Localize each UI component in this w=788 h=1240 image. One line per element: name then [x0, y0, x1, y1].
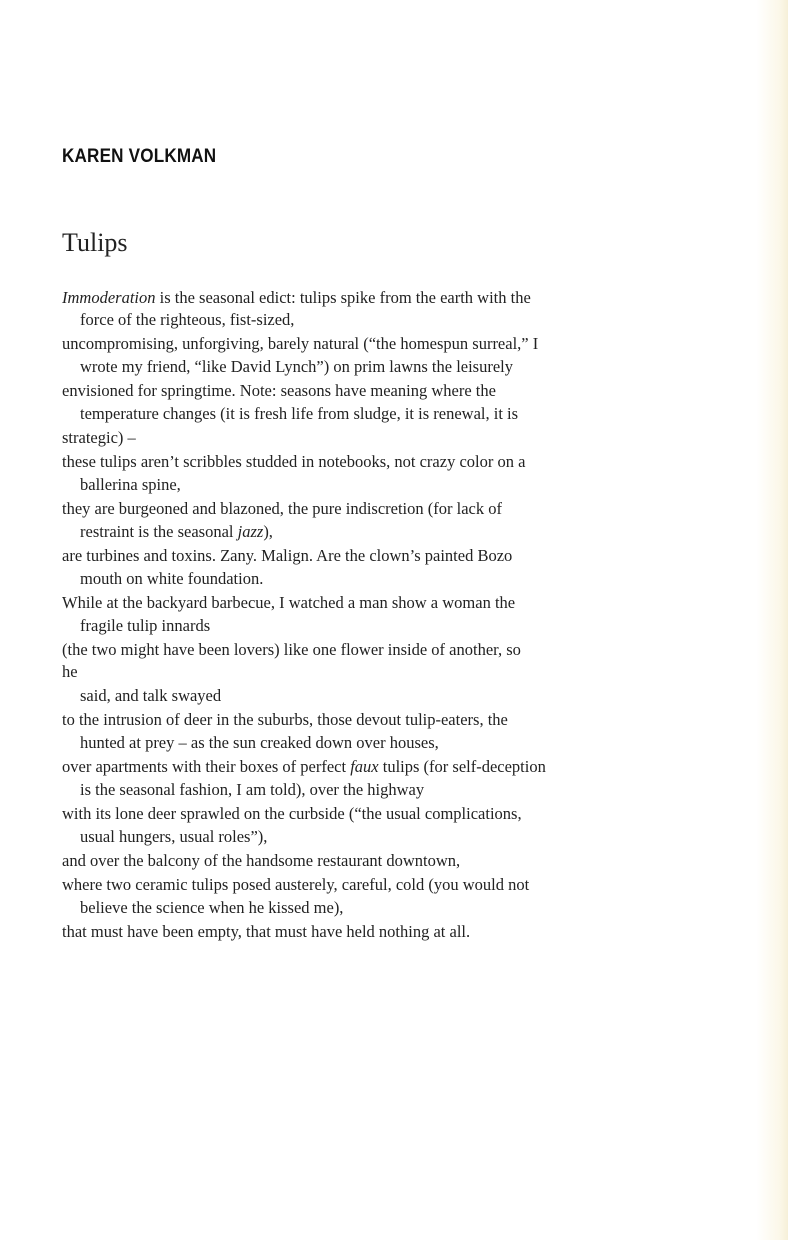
poem-line [80, 404, 518, 424]
line-text: envisioned for springtime. Note: seasons have meaning where the [62, 381, 496, 400]
line-text: are turbines and toxins. Zany. Malign. Are the clown’s painted Bozo [62, 546, 513, 565]
poem-line [62, 428, 136, 448]
line-text: he [62, 662, 78, 681]
poem-line [62, 640, 521, 660]
poem-line [80, 827, 267, 847]
line-text: is the seasonal edict: tulips spike from the earth with the [155, 288, 531, 307]
poem-line [62, 334, 538, 354]
line-text: force of the righteous, fist-sized, [80, 310, 295, 329]
line-text: to the intrusion of deer in the suburbs, those devout tulip-eaters, the [62, 710, 508, 729]
line-text: over apartments with their boxes of perfect [62, 757, 351, 776]
line-text: is the seasonal fashion, I am told), over the highway [80, 780, 425, 799]
line-text: uncompromising, unforgiving, barely natural (“the homespun surreal,” I [62, 334, 539, 353]
line-text: hunted at prey – as the sun creaked down over houses, [80, 733, 439, 752]
poem-line [80, 357, 513, 377]
line-text: mouth on white foundation. [80, 569, 264, 588]
line-text: strategic) – [62, 428, 136, 447]
line-text: they are burgeoned and blazoned, the pure indiscretion (for lack of [62, 499, 502, 518]
line-text: temperature changes (it is fresh life from sludge, it is renewal, it is [80, 404, 519, 423]
italic-text: Immoderation [62, 288, 156, 307]
line-text: While at the backyard barbecue, I watched a man show a woman the [62, 593, 516, 612]
poem-line [62, 757, 546, 777]
poem-line [80, 733, 439, 753]
line-text: ), [263, 522, 273, 541]
poem-line [62, 593, 515, 613]
line-text: (the two might have been lovers) like one flower inside of another, so [62, 640, 521, 659]
poem-line [80, 475, 181, 495]
line-text: these tulips aren’t scribbles studded in notebooks, not crazy color on a [62, 452, 526, 471]
author-name: KAREN VOLKMAN [62, 146, 217, 167]
poem-line [62, 499, 502, 519]
line-text: fragile tulip innards [80, 616, 211, 635]
poem-line [80, 616, 210, 636]
poem-title: Tulips [62, 228, 128, 257]
line-text: said, and talk swayed [80, 686, 222, 705]
line-text: believe the science when he kissed me), [80, 898, 344, 917]
poem-line [80, 898, 343, 918]
poem-line [62, 288, 531, 308]
poem-line [62, 381, 496, 401]
poem-line [62, 710, 508, 730]
line-text: where two ceramic tulips posed austerely, careful, cold (you would not [62, 875, 530, 894]
line-text: ballerina spine, [80, 475, 181, 494]
line-text: wrote my friend, “like David Lynch”) on prim lawns the leisurely [80, 357, 514, 376]
poem-line [62, 922, 470, 942]
line-text: tulips (for self-deception [378, 757, 546, 776]
poem-line [62, 452, 525, 472]
line-text: with its lone deer sprawled on the curbside (“the usual complications, [62, 804, 522, 823]
line-text: restraint is the seasonal [80, 522, 238, 541]
line-text: usual hungers, usual roles”), [80, 827, 268, 846]
poem-line [62, 804, 522, 824]
poem-line [80, 686, 221, 706]
poem-line [80, 780, 424, 800]
poem-line [62, 851, 460, 871]
poem-line [80, 310, 294, 330]
poem-line [62, 875, 529, 895]
poem-line [80, 522, 273, 542]
line-text: and over the balcony of the handsome restaurant downtown, [62, 851, 461, 870]
poem-line [62, 546, 512, 566]
poem-line [80, 569, 263, 589]
poem-line [62, 662, 78, 682]
line-text: that must have been empty, that must have held nothing at all. [62, 922, 471, 941]
italic-text: faux [350, 757, 379, 776]
italic-text: jazz [237, 522, 264, 541]
